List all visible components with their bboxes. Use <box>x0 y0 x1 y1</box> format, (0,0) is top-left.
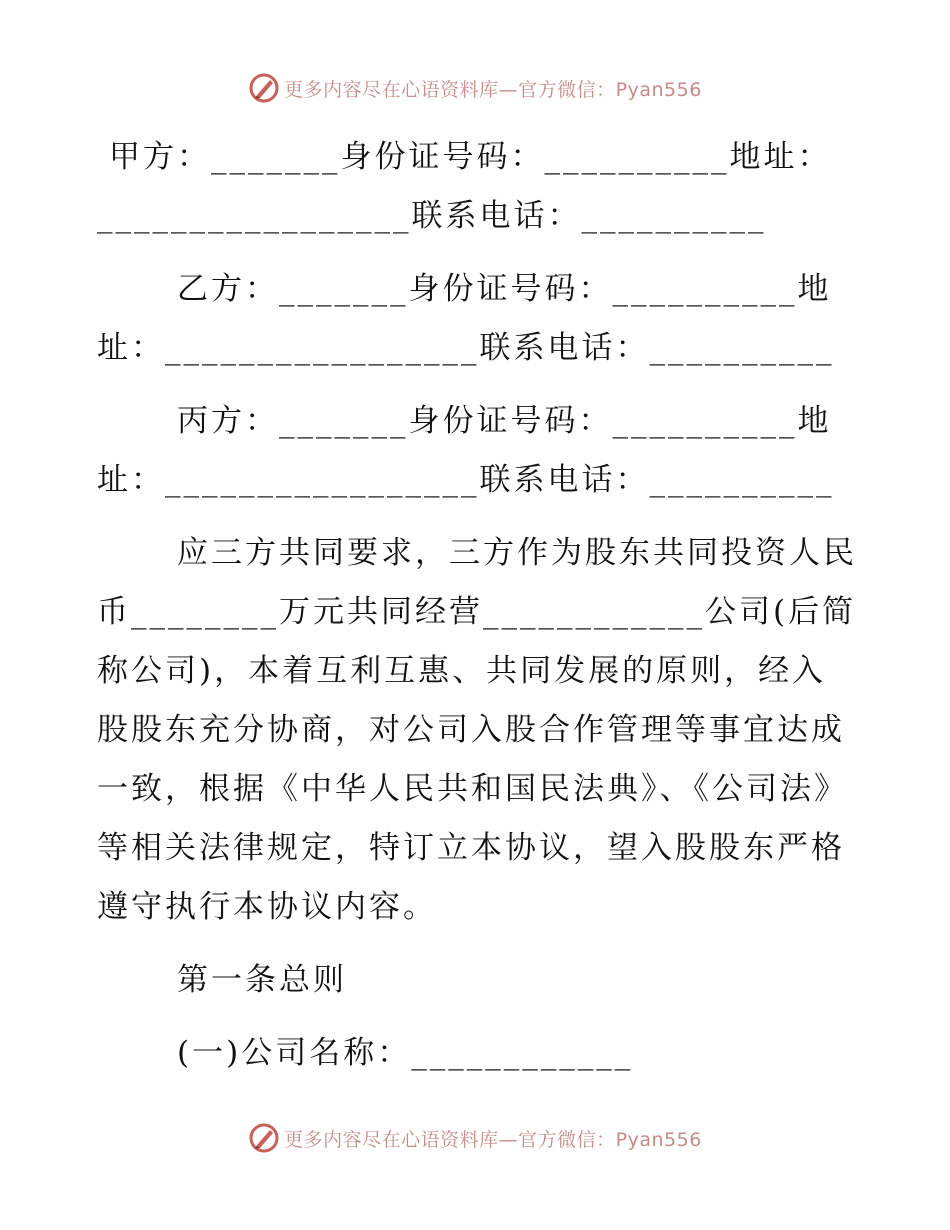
watermark-text: 更多内容尽在心语资料库—官方微信：Pyan556 <box>284 78 702 101</box>
article-1-item-1: (一)公司名称：____________ <box>177 1035 634 1071</box>
party-b-paragraph: 乙方：_______身份证号码：__________地址：_________________联系电话：__________ <box>97 271 835 366</box>
pen-circle-logo-icon <box>248 1122 280 1154</box>
watermark-banner-bottom <box>0 1122 950 1154</box>
document-body <box>97 128 857 1083</box>
watermark-text: 更多内容尽在心语资料库—官方微信：Pyan556 <box>284 1128 702 1151</box>
preamble-paragraph: 应三方共同要求，三方作为股东共同投资人民币________万元共同经营____________公司(后简称公司)，本着互利互惠、共同发展的原则，经入股股东充分协商，对公司入股合作管理等事宜达成一致，根据《中华人民共和国民法典》、《公司法》等相关法律规定，特订立本协议，望入股股东严格遵守执行本协议内容。 <box>97 535 857 925</box>
article-1-heading: 第一条总则 <box>177 962 347 998</box>
pen-circle-logo-icon <box>248 72 280 104</box>
watermark-banner-top <box>0 72 950 104</box>
party-c-paragraph: 丙方：_______身份证号码：__________地址：_________________联系电话：__________ <box>97 403 835 498</box>
party-a-paragraph: 甲方：_______身份证号码：__________地址：_________________联系电话：__________ <box>97 139 832 234</box>
